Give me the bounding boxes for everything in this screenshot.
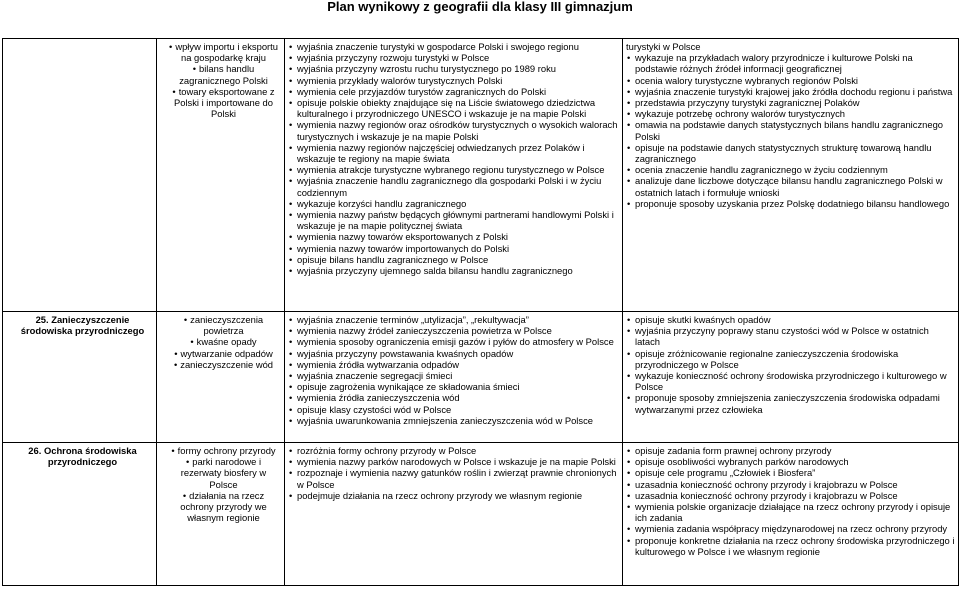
table-row [3, 39, 959, 312]
plan-table [2, 38, 959, 586]
list-item: • opisuje na podstawie danych statystycznych strukturę towarową handlu zagranicznego [626, 142, 955, 164]
list-item: • wymienia przykłady walorów turystycznych Polski [288, 75, 619, 86]
list-item: • wymienia źródła zanieczyszczenia wód [288, 392, 619, 403]
list-item: • opisuje bilans handlu zagranicznego w Polsce [288, 254, 619, 265]
basic-requirements-list [288, 41, 619, 276]
extended-requirements-cell [623, 443, 959, 586]
list-item: • opisuje osobliwości wybranych parków narodowych [626, 456, 955, 467]
list-item: • wymienia nazwy regionów oraz ośrodków turystycznych o wysokich walorach turystycznych i wskazuje je na mapie Polski [288, 119, 619, 141]
list-item: • wyjaśnia przyczyny rozwoju turystyki w Polsce [288, 52, 619, 63]
content-cell [157, 443, 285, 586]
list-item: • wykazuje konieczność ochrony środowiska przyrodniczego i kulturowego w Polsce [626, 370, 955, 392]
list-item: • opisuje cele programu „Człowiek i Biosfera” [626, 467, 955, 478]
list-item: • analizuje dane liczbowe dotyczące bilansu handlu zagranicznego Polski w ostatnich latach i formułuje wnioski [626, 175, 955, 197]
list-item: • wytwarzanie odpadów [160, 348, 281, 359]
list-item: • proponuje sposoby zmniejszenia zanieczyszczenia środowiska odpadami wytwarzanymi przez człowieka [626, 392, 955, 414]
list-item: • wyjaśnia znaczenie turystyki krajowej jako źródła dochodu regionu i państwa [626, 86, 955, 97]
page-title: Plan wynikowy z geografii dla klasy III gimnazjum [327, 0, 633, 14]
list-item: • wykazuje potrzebę ochrony walorów turystycznych [626, 108, 955, 119]
list-item: • wymienia nazwy regionów najczęściej odwiedzanych przez Polaków i wskazuje te regiony na mapie świata [288, 142, 619, 164]
list-item: • bilans handlu zagranicznego Polski [160, 63, 281, 85]
list-item: • kwaśne opady [160, 336, 281, 347]
list-item: • towary eksportowane z Polski i importowane do Polski [160, 86, 281, 120]
list-item: • podejmuje działania na rzecz ochrony przyrody we własnym regionie [288, 490, 619, 501]
list-item: • omawia na podstawie danych statystycznych bilans handlu zagranicznego Polski [626, 119, 955, 141]
list-item: • wyjaśnia uwarunkowania zmniejszenia zanieczyszczenia wód w Polsce [288, 415, 619, 426]
list-item: • ocenia znaczenie handlu zagranicznego w życiu codziennym [626, 164, 955, 175]
list-item: • uzasadnia konieczność ochrony przyrody i krajobrazu w Polsce [626, 479, 955, 490]
topic-cell [3, 443, 157, 586]
list-item: • wyjaśnia przyczyny wzrostu ruchu turystycznego po 1989 roku [288, 63, 619, 74]
extended-requirements-cell [623, 312, 959, 443]
list-item: • wymienia nazwy parków narodowych w Polsce i wskazuje je na mapie Polski [288, 456, 619, 467]
extended-requirements-list [626, 445, 955, 557]
list-item: • wymienia nazwy źródeł zanieczyszczenia powietrza w Polsce [288, 325, 619, 336]
topic-name: Ochrona środowiska przyrodniczego [43, 445, 137, 468]
extended-lead-text: turystyki w Polsce [626, 41, 701, 52]
list-item: • wyjaśnia znaczenie turystyki w gospodarce Polski i swojego regionu [288, 41, 619, 52]
topic-number: 26. [28, 445, 42, 456]
content-list [160, 314, 281, 370]
table-row [3, 443, 959, 586]
list-item: • wymienia źródła wytwarzania odpadów [288, 359, 619, 370]
list-item: • formy ochrony przyrody [160, 445, 281, 456]
list-item: • wyjaśnia przyczyny powstawania kwaśnych opadów [288, 348, 619, 359]
list-item: • parki narodowe i rezerwaty biosfery w Polsce [160, 456, 281, 490]
list-item: • wykazuje korzyści handlu zagranicznego [288, 198, 619, 209]
list-item: • wymienia cele przyjazdów turystów zagranicznych do Polski [288, 86, 619, 97]
topic-number: 25. [35, 314, 49, 325]
list-item: • opisuje zróżnicowanie regionalne zanieczyszczenia środowiska przyrodniczego w Polsce [626, 348, 955, 370]
basic-requirements-list [288, 314, 619, 426]
list-item: • wyjaśnia znaczenie terminów „utylizacja”, „rekultywacja” [288, 314, 619, 325]
content-list [160, 41, 281, 119]
list-item: • wymienia zadania współpracy międzynarodowej na rzecz ochrony przyrody [626, 523, 955, 534]
list-item: • zanieczyszczenia powietrza [160, 314, 281, 336]
list-item: • wyjaśnia przyczyny poprawy stanu czystości wód w Polsce w ostatnich latach [626, 325, 955, 347]
list-item: • opisuje zagrożenia wynikające ze składowania śmieci [288, 381, 619, 392]
basic-requirements-list [288, 445, 619, 501]
extended-requirements-cell [623, 39, 959, 312]
topic-cell [3, 312, 157, 443]
extended-requirements-list [626, 314, 955, 415]
list-item: • przedstawia przyczyny turystyki zagranicznej Polaków [626, 97, 955, 108]
list-item: • działania na rzecz ochrony przyrody we własnym regionie [160, 490, 281, 524]
content-cell [157, 39, 285, 312]
list-item: • uzasadnia konieczność ochrony przyrody i krajobrazu w Polsce [626, 490, 955, 501]
content-cell [157, 312, 285, 443]
list-item: • opisuje polskie obiekty znajdujące się na Liście światowego dziedzictwa kulturalnego i przyrodniczego UNESCO i wskazuje je na mapie Polski [288, 97, 619, 119]
content-list [160, 445, 281, 523]
list-item: • wymienia nazwy towarów eksportowanych z Polski [288, 231, 619, 242]
list-item: • wyjaśnia znaczenie segregacji śmieci [288, 370, 619, 381]
list-item: • rozróżnia formy ochrony przyrody w Polsce [288, 445, 619, 456]
list-item: • wymienia atrakcje turystyczne wybranego regionu turystycznego w Polsce [288, 164, 619, 175]
list-item: • wymienia polskie organizacje działające na rzecz ochrony przyrody i opisuje ich zadania [626, 501, 955, 523]
list-item: • wymienia nazwy państw będących głównymi partnerami handlowymi Polski i wskazuje je na mapie politycznej świata [288, 209, 619, 231]
extended-requirements-list [626, 52, 955, 209]
list-item: • wpływ importu i eksportu na gospodarkę kraju [160, 41, 281, 63]
topic-name: Zanieczyszczenie środowiska przyrodniczego [20, 314, 145, 337]
list-item: • ocenia walory turystyczne wybranych regionów Polski [626, 75, 955, 86]
list-item: • rozpoznaje i wymienia nazwy gatunków roślin i zwierząt prawnie chronionych w Polsce [288, 467, 619, 489]
list-item: • wyjaśnia znaczenie handlu zagranicznego dla gospodarki Polski i w życiu codziennym [288, 175, 619, 197]
list-item: • proponuje sposoby uzyskania przez Polskę dodatniego bilansu handlowego [626, 198, 955, 209]
list-item: • wymienia nazwy towarów importowanych do Polski [288, 243, 619, 254]
basic-requirements-cell [285, 39, 623, 312]
topic-cell [3, 39, 157, 312]
list-item: • opisuje klasy czystości wód w Polsce [288, 404, 619, 415]
list-item: • wymienia sposoby ograniczenia emisji gazów i pyłów do atmosfery w Polsce [288, 336, 619, 347]
list-item: • wyjaśnia przyczyny ujemnego salda bilansu handlu zagranicznego [288, 265, 619, 276]
basic-requirements-cell [285, 312, 623, 443]
list-item: • opisuje zadania form prawnej ochrony przyrody [626, 445, 955, 456]
list-item: • wykazuje na przykładach walory przyrodnicze i kulturowe Polski na podstawie różnych źródeł informacji geograficznej [626, 52, 955, 74]
list-item: • opisuje skutki kwaśnych opadów [626, 314, 955, 325]
table-row [3, 312, 959, 443]
list-item: • zanieczyszczenie wód [160, 359, 281, 370]
list-item: • proponuje konkretne działania na rzecz ochrony środowiska przyrodniczego i kulturowego w Polsce i we własnym regionie [626, 535, 955, 557]
basic-requirements-cell [285, 443, 623, 586]
